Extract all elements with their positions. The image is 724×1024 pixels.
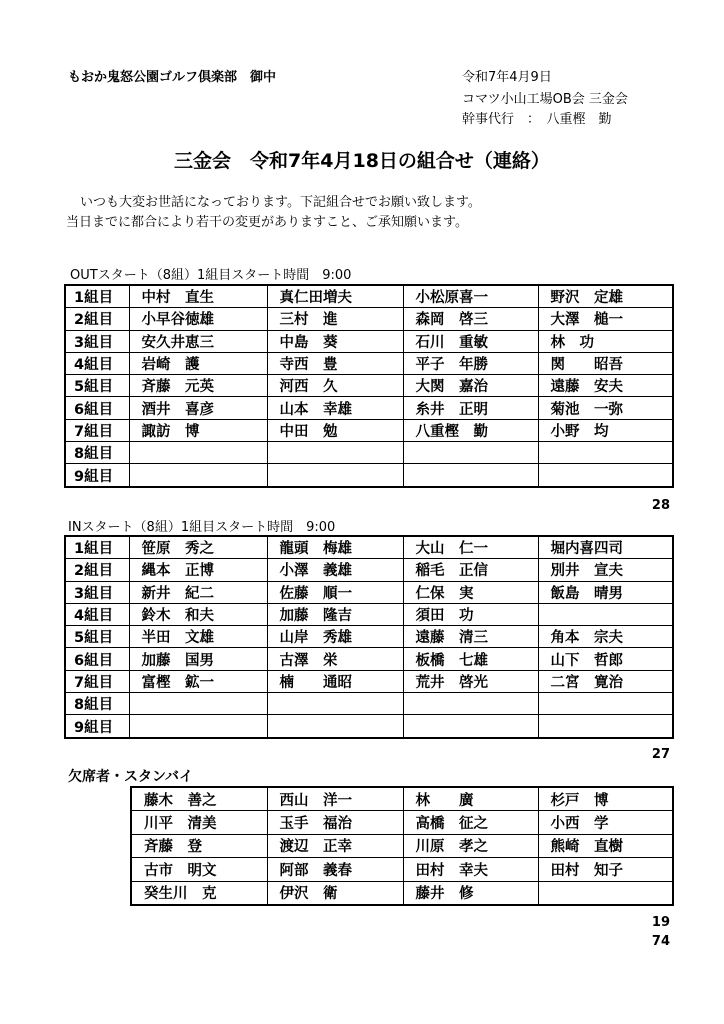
group-label: 1組目 [65,285,129,308]
absent-row [131,787,673,811]
player-cell: 仁保 実 [403,581,538,603]
player-cell: 大山 仁一 [403,536,538,559]
player-cell: 中島 葵 [267,330,403,352]
player-cell [538,715,673,738]
player-cell: 中田 勉 [267,419,403,441]
in-start-table [64,535,674,739]
group-label: 3組目 [65,581,129,603]
player-cell: 癸生川 克 [131,881,267,905]
player-cell: 板橋 七雄 [403,648,538,670]
group-label: 2組目 [65,308,129,330]
player-cell: 森岡 啓三 [403,308,538,330]
player-cell: 小早谷徳雄 [129,308,267,330]
group-label: 5組目 [65,626,129,648]
player-cell: 杉戸 博 [538,787,673,811]
player-cell: 角本 宗夫 [538,626,673,648]
player-cell: 阿部 義春 [267,858,403,881]
player-cell: 古市 明文 [131,858,267,881]
group-row [65,352,673,374]
group-row [65,464,673,487]
absent-row [131,858,673,881]
player-cell: 加藤 隆吉 [267,603,403,625]
player-cell: 半田 文雄 [129,626,267,648]
group-label: 8組目 [65,693,129,715]
player-cell: 諏訪 博 [129,419,267,441]
player-cell: 西山 洋一 [267,787,403,811]
group-row [65,626,673,648]
group-label: 6組目 [65,648,129,670]
player-cell [538,603,673,625]
player-cell: 石川 重敏 [403,330,538,352]
document-date: 令和7年4月9日 [462,70,552,85]
group-row [65,285,673,308]
player-cell [129,715,267,738]
group-label: 5組目 [65,375,129,397]
player-cell: 縄本 正博 [129,559,267,581]
player-cell: 野沢 定雄 [538,285,673,308]
group-row [65,715,673,738]
group-row [65,397,673,419]
player-cell: 渡辺 正幸 [267,834,403,857]
player-cell [267,715,403,738]
player-cell: 小西 学 [538,811,673,834]
group-label: 6組目 [65,397,129,419]
player-cell [538,442,673,464]
player-cell: 岩崎 護 [129,352,267,374]
group-label: 9組目 [65,464,129,487]
group-row [65,375,673,397]
player-cell [538,881,673,905]
player-cell: 八重樫 勤 [403,419,538,441]
group-row [65,670,673,692]
player-cell: 龍頭 梅雄 [267,536,403,559]
player-cell: 須田 功 [403,603,538,625]
player-cell: 新井 紀二 [129,581,267,603]
group-label: 3組目 [65,330,129,352]
player-cell: 山本 幸雄 [267,397,403,419]
out-start-total: 28 [651,498,670,513]
group-label: 2組目 [65,559,129,581]
player-cell: 酒井 喜彦 [129,397,267,419]
player-cell [403,693,538,715]
absent-row [131,881,673,905]
group-row [65,693,673,715]
player-cell: 川平 清美 [131,811,267,834]
player-cell: 菊池 一弥 [538,397,673,419]
player-cell: 熊崎 直樹 [538,834,673,857]
absent-row [131,811,673,834]
player-cell: 高橋 征之 [403,811,538,834]
player-cell: 玉手 福治 [267,811,403,834]
group-row [65,603,673,625]
player-cell: 三村 進 [267,308,403,330]
group-label: 7組目 [65,670,129,692]
player-cell: 川原 孝之 [403,834,538,857]
player-cell: 稲毛 正信 [403,559,538,581]
player-cell: 二宮 寛治 [538,670,673,692]
group-label: 4組目 [65,352,129,374]
player-cell: 糸井 正明 [403,397,538,419]
player-cell: 小野 均 [538,419,673,441]
player-cell: 真仁田増夫 [267,285,403,308]
player-cell: 楠 通昭 [267,670,403,692]
player-cell: 安久井恵三 [129,330,267,352]
group-row [65,581,673,603]
player-cell: 田村 知子 [538,858,673,881]
player-cell: 山下 哲郎 [538,648,673,670]
player-cell: 別井 宣夫 [538,559,673,581]
player-cell [403,715,538,738]
out-start-table [64,284,674,488]
absent-standby-total: 19 [651,915,670,930]
player-cell [129,464,267,487]
absent-standby-table [130,786,674,906]
player-cell: 山岸 秀雄 [267,626,403,648]
player-cell: 鈴木 和夫 [129,603,267,625]
player-cell: 田村 幸夫 [403,858,538,881]
player-cell: 藤井 修 [403,881,538,905]
player-cell [538,464,673,487]
player-cell: 加藤 国男 [129,648,267,670]
grand-total: 74 [651,934,670,949]
player-cell [403,464,538,487]
player-cell: 佐藤 順一 [267,581,403,603]
player-cell: 遠藤 安夫 [538,375,673,397]
player-cell: 大澤 槌一 [538,308,673,330]
player-cell: 河西 久 [267,375,403,397]
player-cell [129,693,267,715]
group-row [65,442,673,464]
player-cell: 関 昭吾 [538,352,673,374]
in-start-caption: INスタート（8組）1組目スタート時間 9:00 [68,520,336,535]
player-cell: 斉藤 元英 [129,375,267,397]
group-label: 4組目 [65,603,129,625]
player-cell [267,693,403,715]
group-label: 7組目 [65,419,129,441]
player-cell [267,442,403,464]
player-cell: 中村 直生 [129,285,267,308]
group-row [65,308,673,330]
player-cell: 斉藤 登 [131,834,267,857]
player-cell: 林 廣 [403,787,538,811]
group-label: 9組目 [65,715,129,738]
group-label: 1組目 [65,536,129,559]
group-label: 8組目 [65,442,129,464]
player-cell: 小松原喜一 [403,285,538,308]
player-cell: 笹原 秀之 [129,536,267,559]
player-cell: 寺西 豊 [267,352,403,374]
group-row [65,419,673,441]
player-cell: 林 功 [538,330,673,352]
player-cell: 小澤 義雄 [267,559,403,581]
player-cell [129,442,267,464]
organizer-name: 幹事代行 ： 八重樫 勤 [462,112,612,127]
page-title: 三金会 令和7年4月18日の組合せ（連絡） [174,150,550,172]
player-cell: 荒井 啓光 [403,670,538,692]
group-row [65,648,673,670]
recipient: もおか鬼怒公園ゴルフ倶楽部 御中 [68,70,277,85]
message-line-1: いつも大変お世話になっております。下記組合せでお願い致します。 [80,195,481,210]
out-start-caption: OUTスタート（8組）1組目スタート時間 9:00 [70,268,352,283]
group-row [65,536,673,559]
player-cell [538,693,673,715]
absent-standby-caption: 欠席者・スタンバイ [68,769,194,785]
player-cell [267,464,403,487]
player-cell: 遠藤 清三 [403,626,538,648]
player-cell [403,442,538,464]
absent-row [131,834,673,857]
player-cell: 飯島 晴男 [538,581,673,603]
player-cell: 古澤 栄 [267,648,403,670]
organization-name: コマツ小山工場OB会 三金会 [462,92,628,107]
player-cell: 富樫 鉱一 [129,670,267,692]
player-cell: 伊沢 衛 [267,881,403,905]
player-cell: 堀内喜四司 [538,536,673,559]
player-cell: 大関 嘉治 [403,375,538,397]
message-line-2: 当日までに都合により若干の変更がありますこと、ご承知願います。 [66,215,468,230]
in-start-total: 27 [651,747,670,762]
player-cell: 平子 年勝 [403,352,538,374]
player-cell: 藤木 善之 [131,787,267,811]
group-row [65,330,673,352]
group-row [65,559,673,581]
